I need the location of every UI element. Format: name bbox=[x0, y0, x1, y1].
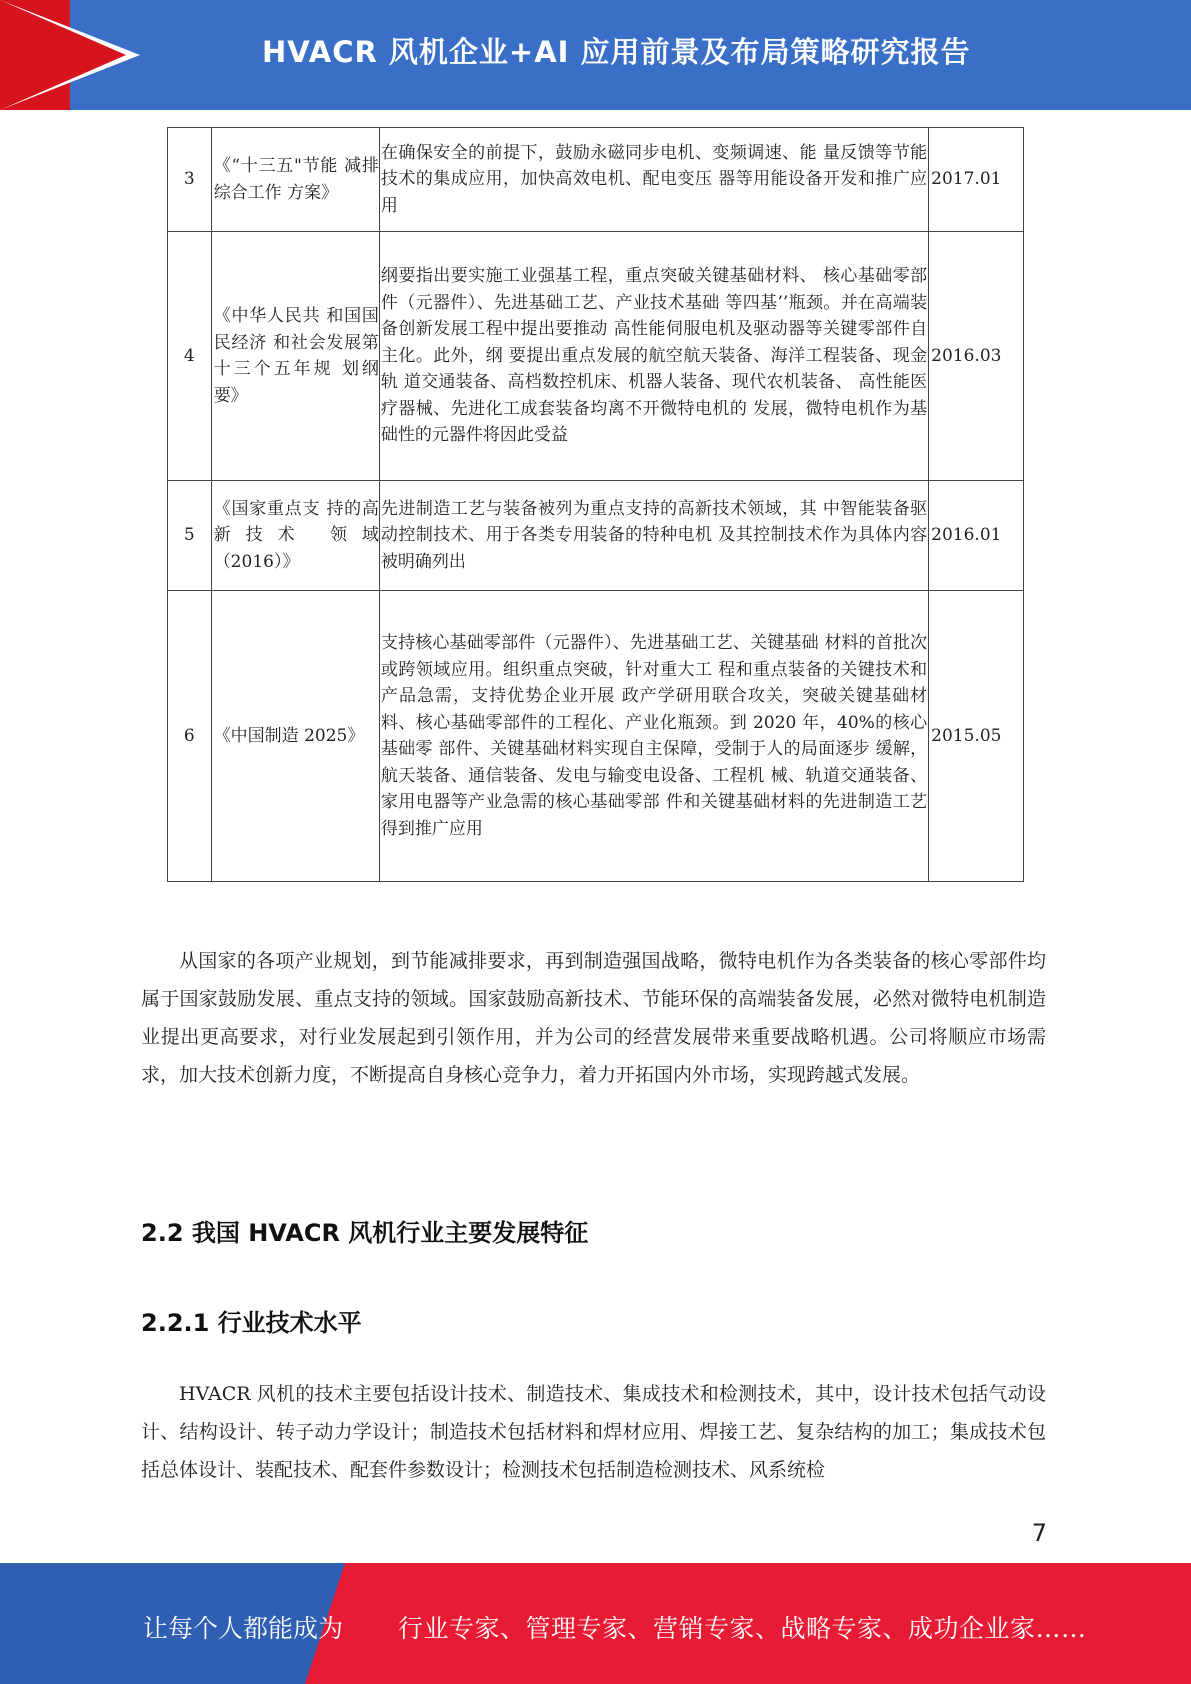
page-number: 7 bbox=[1031, 1519, 1047, 1547]
policy-date: 2015.05 bbox=[929, 591, 1024, 882]
policy-description: 先进制造工艺与装备被列为重点支持的高新技术领域，其 中智能装备驱动控制技术、用于各类专用装备的特种电机 及其控制技术作为具体内容被明确列出 bbox=[379, 481, 928, 591]
policy-date: 2016.03 bbox=[929, 232, 1024, 481]
body-paragraph: 从国家的各项产业规划，到节能减排要求，再到制造强国战略，微特电机作为各类装备的核心零部件均属于国家鼓励发展、重点支持的领域。国家鼓励高新技术、节能环保的高端装备发展，必然对微特电机制造业提出更高要求，对行业发展起到引领作用，并为公司的经营发展带来重要战略机遇。公司将顺应市场需求，加大技术创新力度，不断提高自身核心竞争力，着力开拓国内外市场，实现跨越式发展。 bbox=[141, 950, 1046, 1086]
policy-date: 2017.01 bbox=[929, 128, 1024, 232]
footer-slogan-right: 行业专家、管理专家、营销专家、战略专家、成功企业家…… bbox=[398, 1614, 1087, 1643]
row-number: 4 bbox=[168, 232, 212, 481]
policy-date: 2016.01 bbox=[929, 481, 1024, 591]
policy-name: 《“十三五"节能 减排综合工作 方案》 bbox=[211, 128, 379, 232]
page-footer bbox=[0, 1563, 1191, 1684]
table-row bbox=[168, 128, 1024, 232]
row-number: 6 bbox=[168, 591, 212, 882]
row-number: 5 bbox=[168, 481, 212, 591]
policy-description: 纲要指出要实施工业强基工程，重点突破关键基础材料、 核心基础零部件（元器件）、先进基础工艺、产业技术基础 等四基’’瓶颈。并在高端装备创新发展工程中提出要推动 高性能伺服电机及驱动器等关键零部件自主化。此外，纲 要提出重点发展的航空航天装备、海洋工程装备、现金轨 道交通装备、高档数控机床、机器人装备、现代农机装备、 高性能医疗器械、先进化工成套装备均离不开微特电机的 发展，微特电机作为基础性的元器件将因此受益 bbox=[379, 232, 928, 481]
header-arrow-decoration bbox=[0, 0, 140, 110]
body-paragraph: HVACR 风机的技术主要包括设计技术、制造技术、集成技术和检测技术，其中，设计技术包括气动设计、结构设计、转子动力学设计；制造技术包括材料和焊材应用、焊接工艺、复杂结构的加工；集成技术包括总体设计、装配技术、配套件参数设计；检测技术包括制造检测技术、风系统检 bbox=[141, 1383, 1046, 1481]
report-title: HVACR 风机企业+AI 应用前景及布局策略研究报告 bbox=[262, 35, 971, 69]
policy-name: 《国家重点支 持的高新技术 领域（2016）》 bbox=[211, 481, 379, 591]
policy-description: 在确保安全的前提下，鼓励永磁同步电机、变频调速、能 量反馈等节能技术的集成应用，加快高效电机、配电变压 器等用能设备开发和推广应用 bbox=[379, 128, 928, 232]
section-heading: 2.2 我国 HVACR 风机行业主要发展特征 bbox=[141, 1219, 589, 1247]
row-number: 3 bbox=[168, 128, 212, 232]
policy-table bbox=[167, 127, 1024, 882]
footer-slogan-left: 让每个人都能成为 bbox=[143, 1614, 344, 1643]
table-row bbox=[168, 591, 1024, 882]
policy-description: 支持核心基础零部件（元器件）、先进基础工艺、关键基础 材料的首批次或跨领域应用。组织重点突破，针对重大工 程和重点装备的关键技术和产品急需，支持优势企业开展 政产学研用联合攻关，突破关键基础材料、核心基础零部件的工程化、产业化瓶颈。到 2020 年，40%的核心基础零 部件、关键基础材料实现自主保障，受制于人的局面逐步 缓解，航天装备、通信装备、发电与输变电设备、工程机 械、轨道交通装备、家用电器等产业急需的核心基础零部 件和关键基础材料的先进制造工艺得到推广应用 bbox=[379, 591, 928, 882]
page-header bbox=[0, 0, 1191, 110]
policy-name: 《中华人民共 和国国民经济 和社会发展第 十三个五年规 划纲要》 bbox=[211, 232, 379, 481]
table-row bbox=[168, 481, 1024, 591]
policy-name: 《中国制造 2025》 bbox=[211, 591, 379, 882]
table-row bbox=[168, 232, 1024, 481]
subsection-heading: 2.2.1 行业技术水平 bbox=[141, 1309, 362, 1337]
